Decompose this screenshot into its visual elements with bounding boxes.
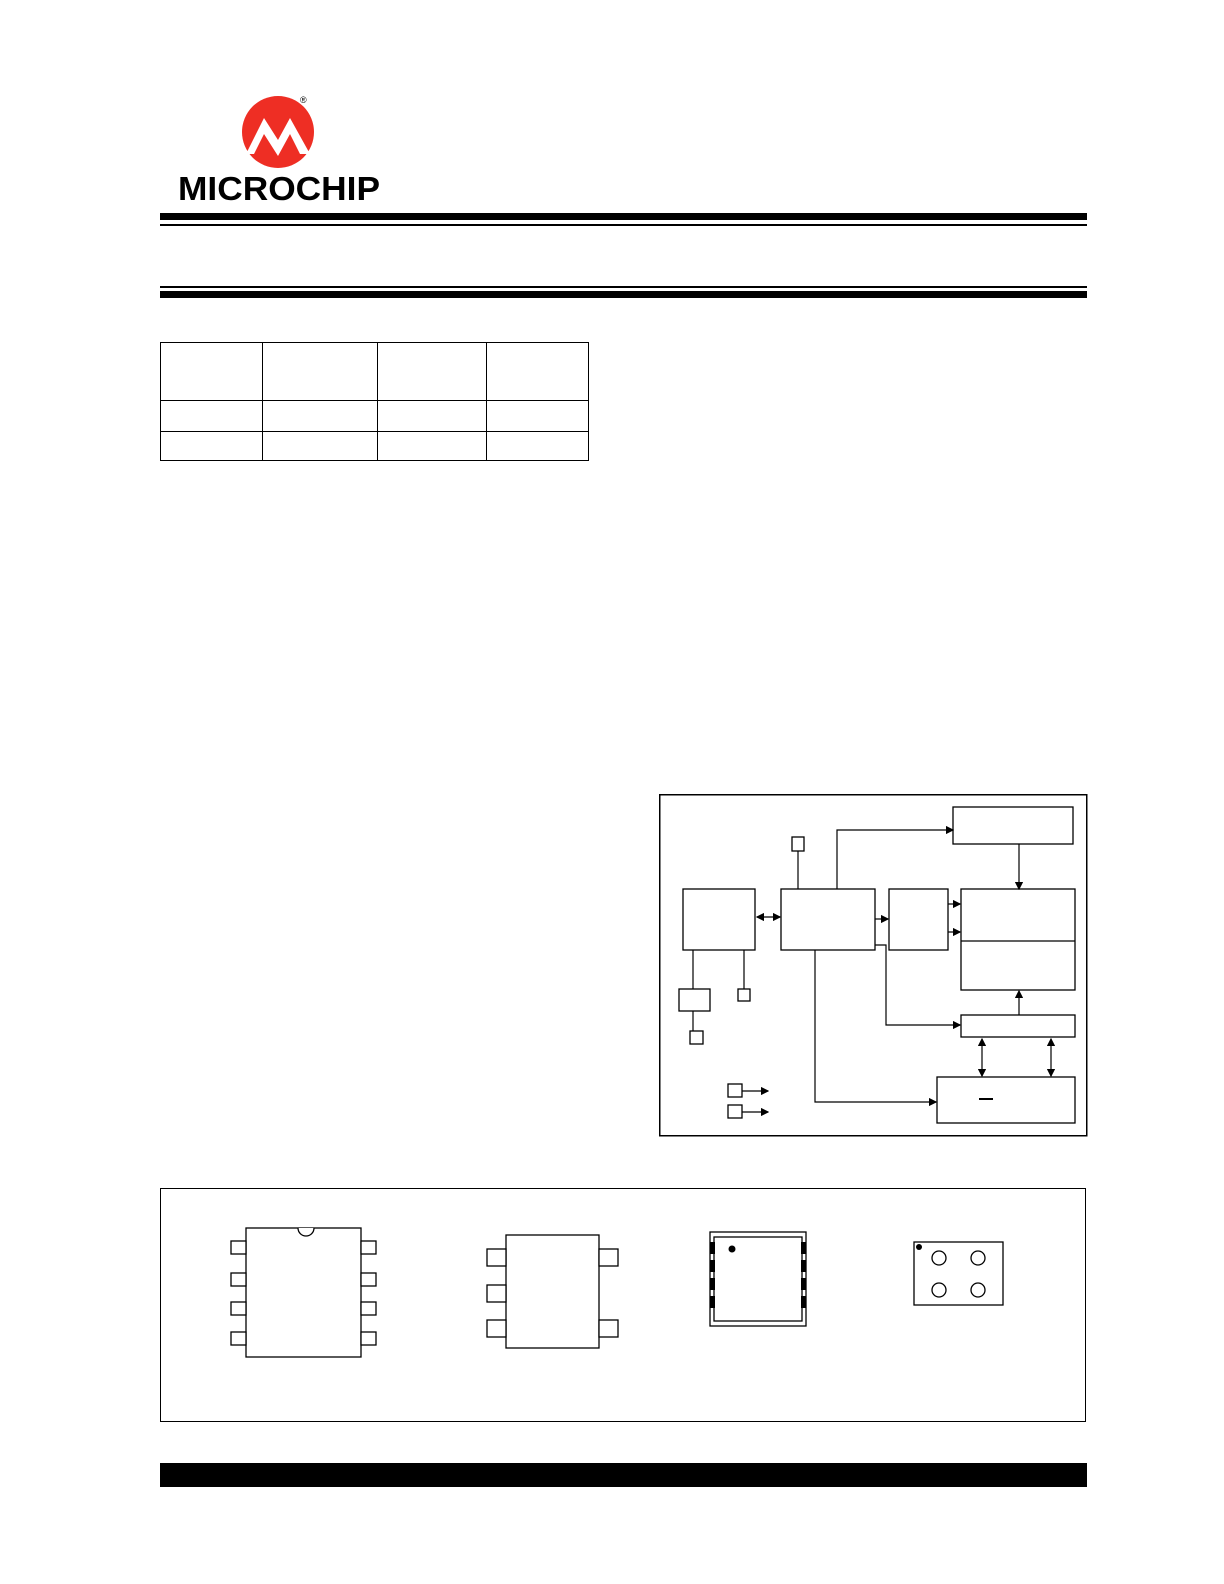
wordmark-text: MICROCHIP: [178, 170, 380, 206]
table-cell: [378, 343, 487, 401]
table-cell: [487, 401, 589, 432]
table-cell: [263, 432, 378, 461]
registered-mark: ®: [300, 95, 307, 105]
table-cell: [378, 432, 487, 461]
device-selection-table: [160, 342, 589, 461]
table-cell: [161, 343, 263, 401]
package-sot23-5: [484, 1232, 622, 1354]
block-small-left: [679, 989, 710, 1011]
table-cell: [487, 343, 589, 401]
pin-top: [792, 837, 804, 851]
table-cell: [263, 343, 378, 401]
diagram-border: [660, 795, 1087, 1136]
title-rule-thin: [160, 286, 1087, 288]
block-bottom-right: [937, 1077, 1075, 1123]
block-decoder: [889, 889, 948, 950]
table-cell: [487, 432, 589, 461]
microchip-logo-mark: [240, 96, 316, 168]
table-cell: [263, 401, 378, 432]
title-rule-thick: [160, 291, 1087, 298]
block-diagram: [659, 794, 1088, 1137]
block-io: [683, 889, 755, 950]
table-row: [161, 432, 589, 461]
package-csp-4: [912, 1240, 1006, 1308]
pin-out-1: [728, 1084, 742, 1097]
block-control: [781, 889, 875, 950]
header-rule-thin: [160, 224, 1087, 226]
package-dip-8: [228, 1226, 378, 1362]
table-row: [161, 401, 589, 432]
pin-out-2: [728, 1105, 742, 1118]
block-array: [961, 889, 1075, 990]
pin-bottom-left: [690, 1031, 703, 1044]
table-cell: [161, 432, 263, 461]
table-cell: [161, 401, 263, 432]
package-dfn-8: [708, 1230, 808, 1328]
table-cell: [378, 401, 487, 432]
microchip-wordmark: [178, 166, 382, 206]
header-rule-thick: [160, 213, 1087, 220]
block-sense: [961, 1015, 1075, 1037]
table-row: [161, 343, 589, 401]
footer-bar: [160, 1463, 1087, 1487]
pin-mid: [738, 989, 750, 1001]
block-top-right: [953, 807, 1073, 844]
